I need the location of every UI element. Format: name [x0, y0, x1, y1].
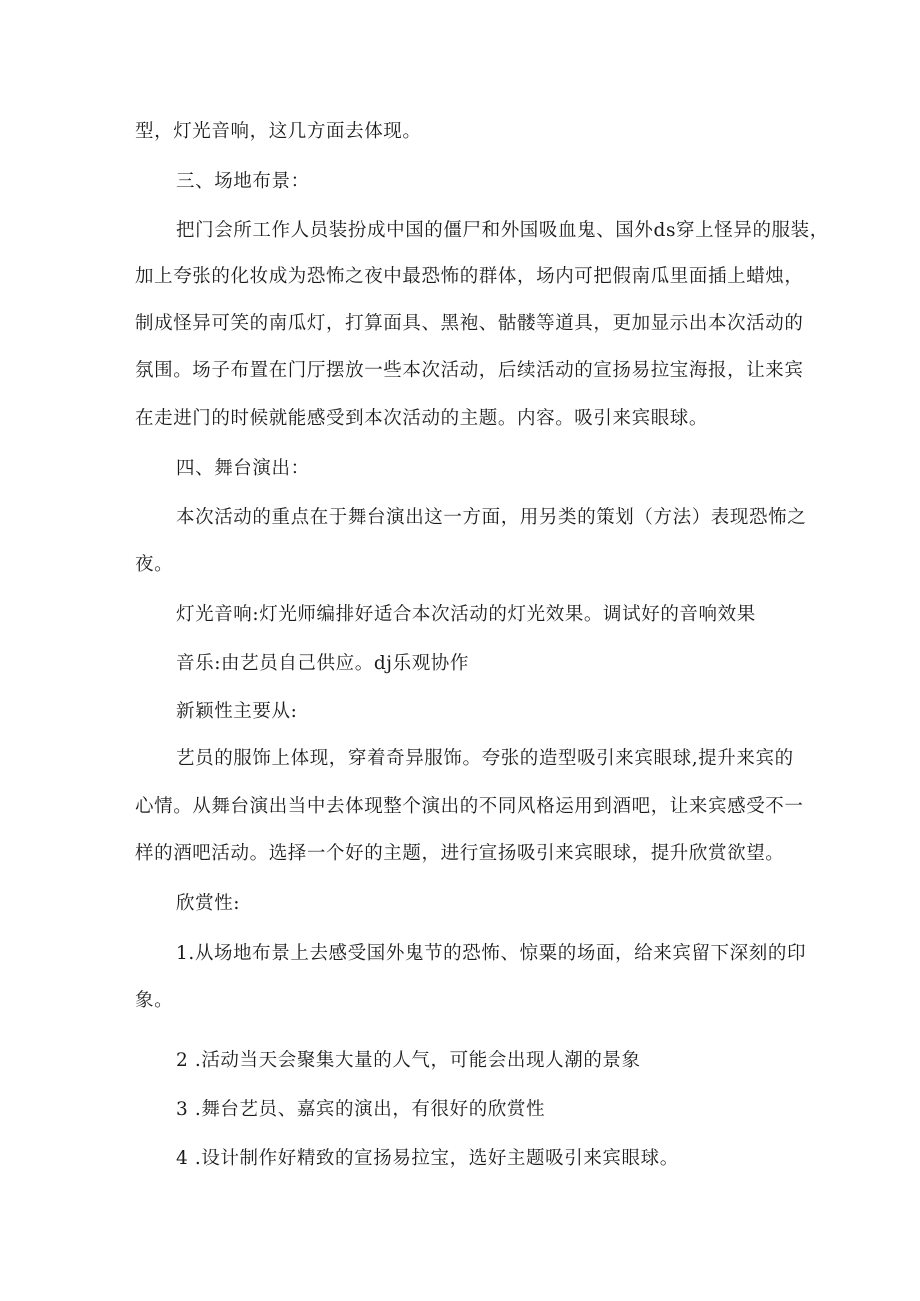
section-heading: 四、舞台演出：	[176, 458, 310, 479]
paragraph-line: 样的酒吧活动。选择一个好的主题，进行宣扬吸引来宾眼球，提升欣赏欲望。	[135, 843, 785, 864]
paragraph-line: 艺员的服饰上体现，穿着奇异服饰。夸张的造型吸引来宾眼球,提升来宾的	[176, 748, 794, 769]
paragraph-line: 在走进门的时候就能感受到本次活动的主题。内容。吸引来宾眼球。	[135, 408, 709, 429]
paragraph-line: 新颖性主要从:	[176, 701, 298, 722]
paragraph-line: 音乐:由艺员自己供应。dj乐观协作	[176, 653, 470, 674]
paragraph-line: 灯光音响:灯光师编排好适合本次活动的灯光效果。调试好的音响效果	[176, 604, 756, 625]
paragraph-line: 型，灯光音响，这几方面去体现。	[135, 121, 422, 142]
list-item: 3 .舞台艺员、嘉宾的演出，有很好的欣赏性	[176, 1099, 546, 1120]
paragraph-line: 氛围。场子布置在门厅摆放一些本次活动，后续活动的宣扬易拉宝海报，让来宾	[135, 360, 804, 381]
list-item: 1.从场地布景上去感受国外鬼节的恐怖、惊粟的场面，给来宾留下深刻的印	[176, 943, 807, 964]
paragraph-line: 制成怪异可笑的南瓜灯，打算面具、黑袍、骷髅等道具，更加显示出本次活动的	[135, 313, 804, 334]
paragraph-line: 夜。	[135, 554, 174, 575]
paragraph-line: 心情。从舞台演出当中去体现整个演出的不同风格运用到酒吧，让来宾感受不一	[135, 796, 804, 817]
section-heading: 欣赏性:	[176, 893, 241, 914]
paragraph-line: 把门会所工作人员装扮成中国的僵尸和外国吸血鬼、国外ds穿上怪异的服装，	[176, 220, 829, 241]
section-heading: 三、场地布景：	[176, 171, 310, 192]
list-item-continuation: 象。	[135, 990, 174, 1011]
paragraph-line: 加上夸张的化妆成为恐怖之夜中最恐怖的群体，场内可把假南瓜里面插上蜡烛，	[135, 266, 804, 287]
list-item: 2 .活动当天会聚集大量的人气，可能会出现人潮的景象	[176, 1050, 641, 1071]
paragraph-line: 本次活动的重点在于舞台演出这一方面，用另类的策划（方法）表现恐怖之	[176, 507, 807, 528]
list-item: 4 .设计制作好精致的宣扬易拉宝，选好主题吸引来宾眼球。	[176, 1148, 679, 1169]
